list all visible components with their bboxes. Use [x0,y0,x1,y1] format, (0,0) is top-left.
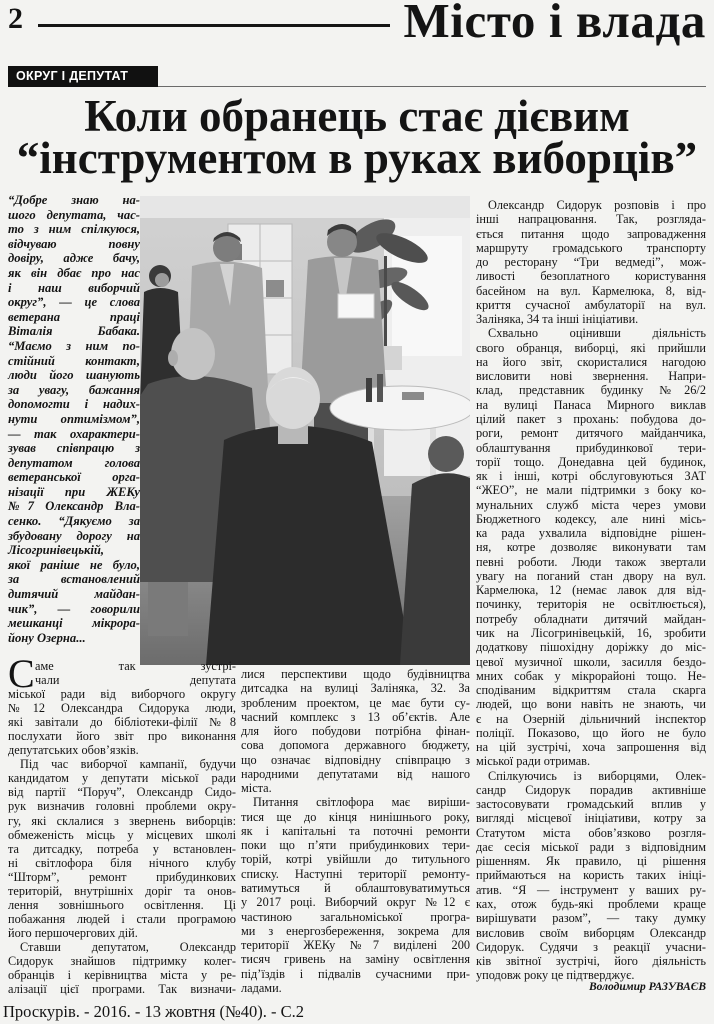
text-line: Кармелюка, 12 (немає лавок для від- [476,583,706,598]
text-line: мунальних служб міста через умови [476,497,706,512]
text-line: мешканці мікрора- [8,616,140,631]
rubric-rule [158,86,706,87]
text-line: Статутом міста обов’язково розгля- [476,825,706,840]
text-line: ветеранської орга- [8,470,140,485]
text-line: як і інші, котрі обслуговуються ЗАТ [476,469,706,484]
text-line: нізації при ЖЕКу [8,484,140,499]
text-line: Заліняка, 34 та інші ініціативи. [476,312,639,327]
text-line: цевої музичної школи, засилля бездо- [476,654,706,669]
paragraph [476,326,706,768]
text-line: Під час виборчої кампанії, будучи [20,757,236,772]
text-line: увагу на поганий стан двору на вул. [476,568,706,583]
text-line: “Маємо з ним по- [8,338,140,353]
text-line: додаткову пішохідну доріжку до міс- [476,640,706,655]
lead-column [8,193,140,645]
text-line: Лісогринівецькій, [8,543,105,558]
text-line: тисяч гривень на заміну освітлення [241,952,470,967]
text-line: міської ради отримав. [476,754,591,769]
text-line: починку, територія не освітлюється), [476,597,706,612]
text-line: вигляді місцевої ініціативи, котру за [476,811,706,826]
text-line: певні роботи. Люди також звертали [476,554,706,569]
text-line: чали депутата [35,673,236,688]
text-line: зробленим проектом, це має бути су- [241,695,470,710]
bottom-left-column [8,651,236,997]
text-line: округ”, — це слова [8,295,140,310]
text-line: міської ради від виборчого округу [8,687,236,702]
text-line: ків звітної зустрічі, його діяльність [476,954,706,969]
author-byline: Володимир РАЗУВАЄВ [589,981,706,993]
text-line: облаштування прибудинкової тери- [476,440,706,455]
text-line: інші напрацювання. Так, розгляда- [476,212,706,227]
text-line: ми з енергозбереження, зокрема для [241,923,470,938]
text-line: Спілкуючись із виборцями, Олек- [488,768,706,783]
paragraph [8,940,236,996]
text-line: Бюджетного кодексу, але нині місь- [476,511,706,526]
text-line: чик на Лісогринівецькій, 16, зробити [476,625,706,640]
text-line: ватимуться й облаштовуватимуться [241,880,470,895]
bottom-middle-column [241,667,470,995]
text-line: списку. Наступні території ремонту- [241,866,470,881]
text-line: народними депутатами від нашого [241,766,470,781]
section-title: Місто і влада [403,0,706,48]
rubric-label: ОКРУГ І ДЕПУТАТ [8,66,158,87]
text-line: криття сучасної амбулаторії на вул. [476,297,706,312]
paragraph [8,659,236,757]
text-line: Олександр Сидорук розповів і про [488,198,706,212]
text-line: сенко. “Дякуємо за [8,514,140,529]
text-line: свого обранця, виборці, які прийшли [476,340,706,355]
text-line: у 2017 році. Виборчий округ №12 є [241,895,470,910]
text-line: стійний контакт, [8,353,140,368]
paragraph [241,667,470,795]
text-line: на його звіт, скористалися нагодою [476,354,706,369]
text-line: обмеженість місць у місцевих школі [8,827,236,842]
paragraph [476,198,706,326]
text-line: роги, ремонт дитячого майданчика, [476,426,706,441]
text-line: Сидорук. Судячи з реакції учасни- [476,939,706,954]
text-line: цілий пакет з прохань: побудова до- [476,411,706,426]
text-line: тися ще до кінця нинішнього року, [241,809,470,824]
text-line: Ставши депутатом, Олександр [20,939,236,954]
text-line: ється питання щодо запровадження [476,226,706,241]
text-line: які завітали до бібліотеки-філії №8 [8,715,236,730]
text-line: вирішувати разом”, — таку думку [476,911,706,926]
text-line: його першочергових дій. [8,925,138,940]
text-line: часний комплекс з 13 об’єктів. Але [241,709,470,724]
text-line: приймаються на користь таких ініці- [476,868,706,883]
drop-cap: С [8,651,35,696]
text-line: довіру, адже бачу, [8,251,140,266]
page-number: 2 [8,2,23,35]
text-line: ка рада ухвалила відповідне рішен- [476,526,706,541]
text-line: до ресторану “Три ведмеді”, мож- [476,255,706,270]
text-line: від партії “Поруч”, Олександр Сидо- [8,785,236,800]
text-line: території ЖЕКу №7 виділені 200 [241,938,470,953]
source-footer: Проскурів. - 2016. - 13 жовтня (№40). - С.2 [3,1002,305,1021]
text-line: “Шторм”, ремонт прибудинкових [8,869,236,884]
paragraph [8,193,140,645]
text-line: що означає відповідну співпрацю з [241,752,470,767]
text-line: маршруту громадського транспорту [476,240,706,255]
text-line: потребу обладнати дитячий майдан- [476,611,706,626]
article-photo [140,196,470,665]
text-line: №7 Олександр Вла- [8,499,140,514]
text-line: Схвально оцінивши діяльність [488,326,706,341]
text-line: депутатських обов’язків. [8,743,139,758]
text-line: зував співпрацю з [8,441,140,456]
text-line: кандидатом у депутати міської ради [8,771,236,786]
text-line: і наш виборчий [8,280,140,295]
text-line: депутатом голова [8,455,140,470]
text-line: №12 Олександра Сидорука люди, [8,701,236,716]
text-line: нути оптимізмом”, [8,411,140,426]
text-line: торії тощо. Донедавна цей будинок, [476,454,706,469]
text-line: ливості безоплатного користування [476,269,706,284]
header-rule [38,24,390,27]
text-line: на вулиці Панаса Мирного виклав [476,397,706,412]
text-line: дитячий майдан- [8,587,140,602]
text-line: ках, отож будь-які проблеми краще [476,897,706,912]
text-line: є на Озерній дільничний інспектор [476,711,706,726]
text-line: територій, внутрішніх доріг та онов- [8,883,236,898]
text-line: торій, котрі увійшли до титульного [241,852,470,867]
text-line: сподіваним відкриттям стала скарга [476,683,706,698]
text-line: на цій зустрічі, хоча запрошення від [476,740,706,755]
text-line: за встановлений [8,572,140,587]
text-line: атив. “Я — інструмент у ваших ру- [476,882,706,897]
text-line: частиною загальноміської програ- [241,909,470,924]
text-line: люди його шанують [8,368,140,383]
text-line: застосовувати громадський вплив у [476,797,706,812]
text-line: рук визначив головні проблеми окру- [8,799,236,814]
paragraph [241,795,470,995]
text-line: побажання людей і стали програмою [8,911,236,926]
text-line: чик”, — говорили [8,601,140,616]
text-line: лення зовнішнього освітлення. Ці [8,897,236,912]
text-line: Віталія Бабака. [8,324,140,339]
text-line: уподовж року це підтверджує. [476,968,635,983]
text-line: дає сесія міської ради з відповідним [476,839,706,854]
text-line: збудовану дорогу на [8,528,140,543]
text-line: гу, які склалися з звернень виборців: [8,813,236,828]
text-line: ні світлофора біля нічного клубу [8,855,236,870]
text-line: за увагу, бажання [8,382,140,397]
text-line: рішенням. Як правило, ці рішення [476,854,706,869]
text-line: міста. [241,781,272,796]
text-line: для його побудови потрібна фінан- [241,724,470,739]
text-line: відчуваю повну [8,236,140,251]
text-line: басейном на вул. Кармелюка, 8, від- [476,283,706,298]
text-line: ладами. [241,980,282,995]
text-line: сова допомога державного бюджету, [241,738,470,753]
text-line: лися перспективи щодо будівництва [241,667,470,681]
text-line: як він дбає про нас [8,265,140,280]
text-line: “Добре знаю на- [8,193,140,207]
text-line: ветерана праці [8,309,140,324]
paragraph [8,757,236,940]
text-line: мних собак у мікрорайоні тощо. Не- [476,668,706,683]
text-line: під’їздів і підвалів сучасними при- [241,966,470,981]
headline-line-2: “інструментом в руках виборців” [16,133,698,183]
text-line: послухати його звіт про виконання [8,729,236,744]
text-line: сандр Сидорук порадив активніше [476,782,706,797]
text-line: аме так зустрі- [35,659,236,673]
right-column [476,198,706,983]
text-line: ня, котре дозволяє виконувати там [476,540,706,555]
text-line: дитсадка на вулиці Заліняка, 32. За [241,681,470,696]
text-line: обранців і керівництва міста у ре- [8,968,236,983]
headline-line-1: Коли обранець стає дієвим [84,91,630,141]
paragraph [476,769,706,983]
text-line: шого депутата, час- [8,207,140,222]
text-line: то з ним спілкуюся, [8,222,140,237]
text-line: йону Озерна... [8,630,86,645]
text-line: поліції. Показово, що його не було [476,725,706,740]
text-line: та дитсадку, потреба у встановлен- [8,841,236,856]
text-line: висловив своїм виборцям Олександр [476,925,706,940]
text-line: як і капітальні та поточні ремонти [241,823,470,838]
text-line: висловити нові звернення. Напри- [476,369,706,384]
text-line: клад, представник будинку №26/2 [476,383,706,398]
text-line: людей, що вони навіть не знають, чи [476,697,706,712]
text-line: — так охарактери- [8,426,140,441]
text-line: Сидорук знайшов підтримку колег- [8,953,236,968]
text-line: допомогти і надих- [8,397,140,412]
text-line: алізації цієї програми. Так визначи- [8,982,236,997]
text-line: поки що п’яти прибудинкових тери- [241,838,470,853]
text-line: якої раніше не було, [8,557,140,572]
text-line: “ЖЕО”, не мали підтримки з боку ко- [476,483,706,498]
text-line: Питання світлофора має виріши- [253,795,470,810]
